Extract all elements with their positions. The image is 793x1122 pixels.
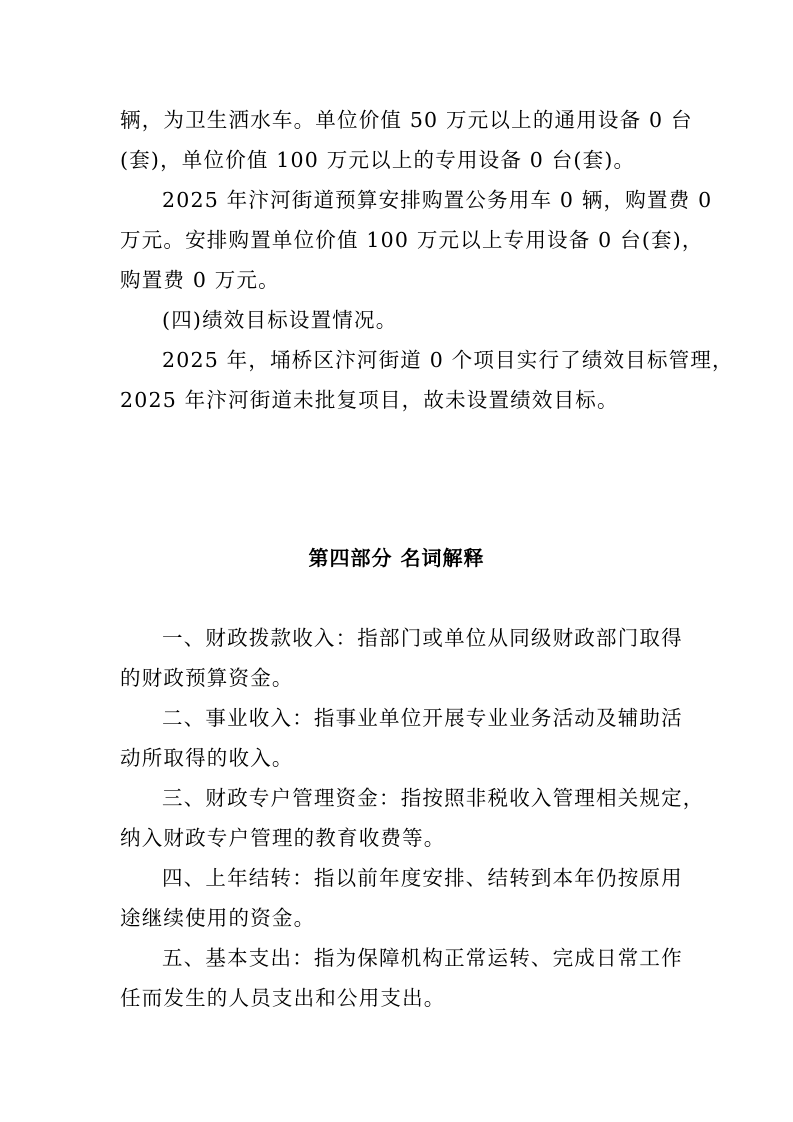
glossary-line: 五、基本支出：指为保障机构正常运转、完成日常工作 <box>162 946 683 970</box>
glossary-line: 二、事业收入：指事业单位开展专业业务活动及辅助活 <box>162 706 683 730</box>
paragraph-line: 2025 年，埇桥区汴河街道 0 个项目实行了绩效目标管理， <box>162 348 734 372</box>
paragraph-line: 辆，为卫生洒水车。单位价值 50 万元以上的通用设备 0 台 <box>120 108 693 132</box>
glossary-line: 纳入财政专户管理的教育收费等。 <box>120 826 446 850</box>
paragraph-line: 万元。安排购置单位价值 100 万元以上专用设备 0 台(套)， <box>120 228 704 252</box>
paragraph-line: 2025 年汴河街道预算安排购置公务用车 0 辆，购置费 0 <box>162 188 713 212</box>
glossary-line: 四、上年结转：指以前年度安排、结转到本年仍按原用 <box>162 866 683 890</box>
paragraph-line: (套)，单位价值 100 万元以上的专用设备 0 台(套)。 <box>120 148 636 172</box>
paragraph-line: 2025 年汴河街道未批复项目，故未设置绩效目标。 <box>120 388 619 412</box>
paragraph-line: 购置费 0 万元。 <box>120 268 280 292</box>
glossary-line: 动所取得的收入。 <box>120 746 294 770</box>
section-heading: 第四部分 名词解释 <box>308 546 485 570</box>
glossary-line: 一、财政拨款收入：指部门或单位从同级财政部门取得 <box>162 626 683 650</box>
subsection-title: (四)绩效目标设置情况。 <box>162 308 398 332</box>
glossary-line: 三、财政专户管理资金：指按照非税收入管理相关规定， <box>162 786 705 810</box>
glossary-line: 的财政预算资金。 <box>120 666 294 690</box>
glossary-line: 任而发生的人员支出和公用支出。 <box>120 986 446 1010</box>
glossary-line: 途继续使用的资金。 <box>120 906 316 930</box>
